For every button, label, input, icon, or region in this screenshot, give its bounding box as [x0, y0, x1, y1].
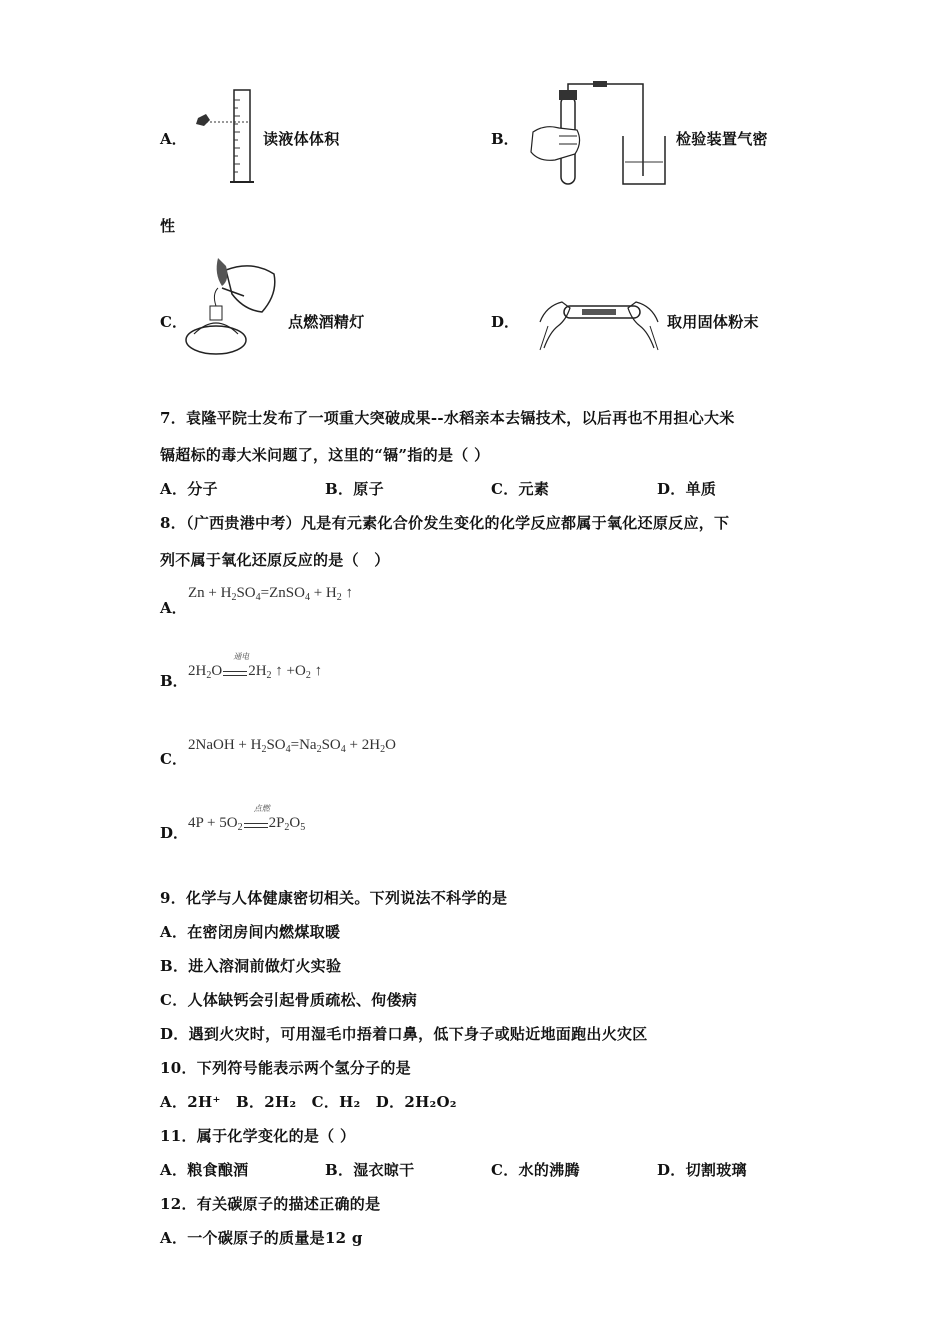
q11-option-a: A．粮食酿酒	[160, 1161, 249, 1179]
q6-option-a-text: 读液体体积	[263, 130, 340, 148]
q6-option-b-label: B．	[491, 130, 519, 148]
q11-option-b: B．湿衣晾干	[325, 1161, 415, 1179]
graduated-cylinder-figure	[190, 86, 260, 186]
airtightness-apparatus-figure	[525, 76, 675, 188]
q8-option-c-equation: 2NaOH + $H_2SO_4=Na_2SO_4 + 2H_2O$	[188, 737, 396, 755]
q6-option-b-text-wrap: 性	[160, 217, 176, 235]
q7-option-c: C．元素	[491, 480, 550, 498]
q7-option-a: A．分子	[160, 480, 218, 498]
q8-option-a-label: A．	[160, 599, 187, 617]
q8-stem-line1: 8．（广西贵港中考）凡是有元素化合价发生变化的化学反应都属于氧化还原反应，下	[160, 514, 730, 532]
q8-stem-line2: 列不属于氧化还原反应的是（ ）	[160, 551, 390, 569]
q6-option-b-text: 检验装置气密	[676, 130, 768, 148]
q8-option-b-label: B．	[160, 672, 188, 690]
q9-option-b: B．进入溶洞前做灯火实验	[160, 957, 342, 975]
q7-option-d: D．单质	[657, 480, 717, 498]
powder-test-tube-figure	[536, 292, 662, 352]
q11-option-d: D．切割玻璃	[657, 1161, 747, 1179]
q11-stem: 11．属于化学变化的是（ ）	[160, 1127, 356, 1145]
alcohol-lamp-figure	[182, 250, 282, 362]
q8-b-condition: 通电	[233, 652, 250, 661]
q7-option-b: B．原子	[325, 480, 384, 498]
q8-option-c-label: C．	[160, 750, 187, 768]
q6-option-a-label: A．	[160, 130, 187, 148]
q6-option-d-text: 取用固体粉末	[667, 313, 759, 331]
q10-options: A．2H⁺ B．2H₂ C．H₂ D．2H₂O₂	[160, 1093, 457, 1111]
q8-d-condition: 点燃	[253, 804, 270, 813]
q6-option-d-label: D．	[491, 313, 520, 331]
q9-option-d: D．遇到火灾时，可用湿毛巾捂着口鼻，低下身子或贴近地面跑出火灾区	[160, 1025, 648, 1043]
q9-stem: 9．化学与人体健康密切相关。下列说法不科学的是	[160, 889, 508, 907]
q11-option-c: C．水的沸腾	[491, 1161, 580, 1179]
q8-option-a-equation: $Zn + H_2SO_4=ZnSO_4 + H_2$ ↑	[188, 585, 353, 603]
q12-stem: 12．有关碳原子的描述正确的是	[160, 1195, 381, 1213]
q10-stem: 10．下列符号能表示两个氢分子的是	[160, 1059, 411, 1077]
q8-option-d-equation: $4P + 5O_2$ 点燃 $2P_2O_5$	[188, 804, 306, 833]
q8-option-d-label: D．	[160, 824, 189, 842]
q9-option-c: C．人体缺钙会引起骨质疏松、佝偻病	[160, 991, 418, 1009]
q7-stem-line2: 镉超标的毒大米问题了，这里的“镉”指的是（ ）	[160, 446, 490, 464]
q12-option-a: A．一个碳原子的质量是12 g	[160, 1229, 363, 1247]
q6-option-c-label: C．	[160, 313, 187, 331]
q7-stem-line1: 7．袁隆平院士发布了一项重大突破成果--水稻亲本去镉技术，以后再也不用担心大米	[160, 409, 735, 427]
q6-option-c-text: 点燃酒精灯	[288, 313, 365, 331]
q9-option-a: A．在密闭房间内燃煤取暖	[160, 923, 341, 941]
q8-option-b-equation: $2H_2O$ 通电 $2H_2$ ↑ $+O_2$ ↑	[188, 652, 323, 681]
